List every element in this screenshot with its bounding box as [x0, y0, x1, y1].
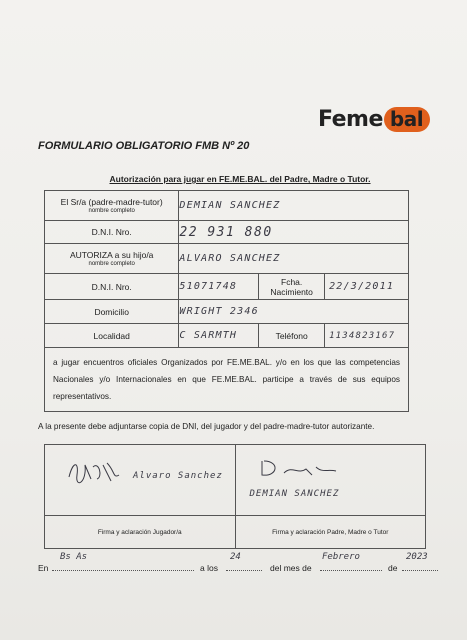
- child-dni-label: D.N.I. Nro.: [45, 274, 179, 300]
- parent-dni-field[interactable]: 22 931 880: [179, 221, 409, 244]
- address-label: Domicilio: [45, 300, 179, 324]
- footer-year-field[interactable]: 2023: [406, 552, 428, 562]
- footer-de-label: de: [388, 563, 398, 573]
- signature-table: [44, 444, 426, 549]
- birth-date-label: Fcha. Nacimiento: [259, 274, 325, 300]
- child-label-cell: [45, 244, 179, 274]
- caption-row: [45, 516, 426, 549]
- footer-place-field[interactable]: Bs As: [60, 552, 88, 562]
- child-row: [45, 244, 409, 274]
- city-label: Localidad: [45, 324, 179, 348]
- child-dni-field[interactable]: 51071748: [179, 274, 259, 300]
- parent-signature-box[interactable]: [235, 445, 426, 516]
- child-label: AUTORIZA a su hijo/a: [69, 250, 154, 260]
- parent-signature-scribble: [258, 455, 338, 481]
- child-dni-row: [45, 274, 409, 300]
- authorization-text: a jugar encuentros oficiales Organizados por FE.ME.BAL. y/o en los que las competencias Nacionales y/o Internacionales en que FE.ME.BAL. participe a través de sus equipos representativos.: [45, 348, 409, 412]
- authorization-text-row: [45, 348, 409, 412]
- child-name-field[interactable]: ALVARO SANCHEZ: [179, 244, 409, 274]
- footer-en-label: En: [38, 563, 49, 573]
- city-row: [45, 324, 409, 348]
- parent-signature-name: DEMIAN SANCHEZ: [249, 489, 340, 499]
- phone-label: Teléfono: [259, 324, 325, 348]
- logo-pill: bal: [384, 107, 430, 132]
- footer-mes-label: del mes de: [270, 563, 312, 573]
- phone-field[interactable]: 1134823167: [325, 324, 409, 348]
- authorization-table: [44, 190, 409, 412]
- parent-row: [45, 191, 409, 221]
- parent-name-field[interactable]: DEMIAN SANCHEZ: [179, 191, 409, 221]
- player-signature-scribble: [63, 457, 123, 487]
- attach-note: A la presente debe adjuntarse copia de DNI, del jugador y del padre-madre-tutor autorizante.: [38, 422, 375, 431]
- footer-line: [38, 552, 438, 580]
- femebal-logo: [318, 104, 430, 134]
- address-field[interactable]: WRIGHT 2346: [179, 300, 409, 324]
- parent-label-cell: [45, 191, 179, 221]
- player-signature-box[interactable]: [45, 445, 236, 516]
- player-signature-caption: Firma y aclaración Jugador/a: [45, 516, 236, 549]
- footer-month-field[interactable]: Febrero: [322, 552, 360, 562]
- parent-label: El Sr/a (padre-madre-tutor): [60, 197, 163, 207]
- signature-row: [45, 445, 426, 516]
- footer-day-field[interactable]: 24: [230, 552, 241, 562]
- parent-dni-row: [45, 221, 409, 244]
- birth-date-field[interactable]: 22/3/2011: [325, 274, 409, 300]
- form-title: FORMULARIO OBLIGATORIO FMB Nº 20: [38, 140, 250, 152]
- form-subtitle: Autorización para jugar en FE.ME.BAL. del Padre, Madre o Tutor.: [109, 174, 371, 184]
- parent-signature-caption: Firma y aclaración Padre, Madre o Tutor: [235, 516, 426, 549]
- city-field[interactable]: C SARMTH: [179, 324, 259, 348]
- parent-dni-label: D.N.I. Nro.: [45, 221, 179, 244]
- child-sublabel: nombre completo: [88, 261, 135, 267]
- player-signature-name: Alvaro Sanchez: [133, 471, 223, 481]
- parent-sublabel: nombre completo: [88, 208, 135, 214]
- address-row: [45, 300, 409, 324]
- logo-text: Feme: [318, 106, 383, 132]
- footer-a-los-label: a los: [200, 563, 218, 573]
